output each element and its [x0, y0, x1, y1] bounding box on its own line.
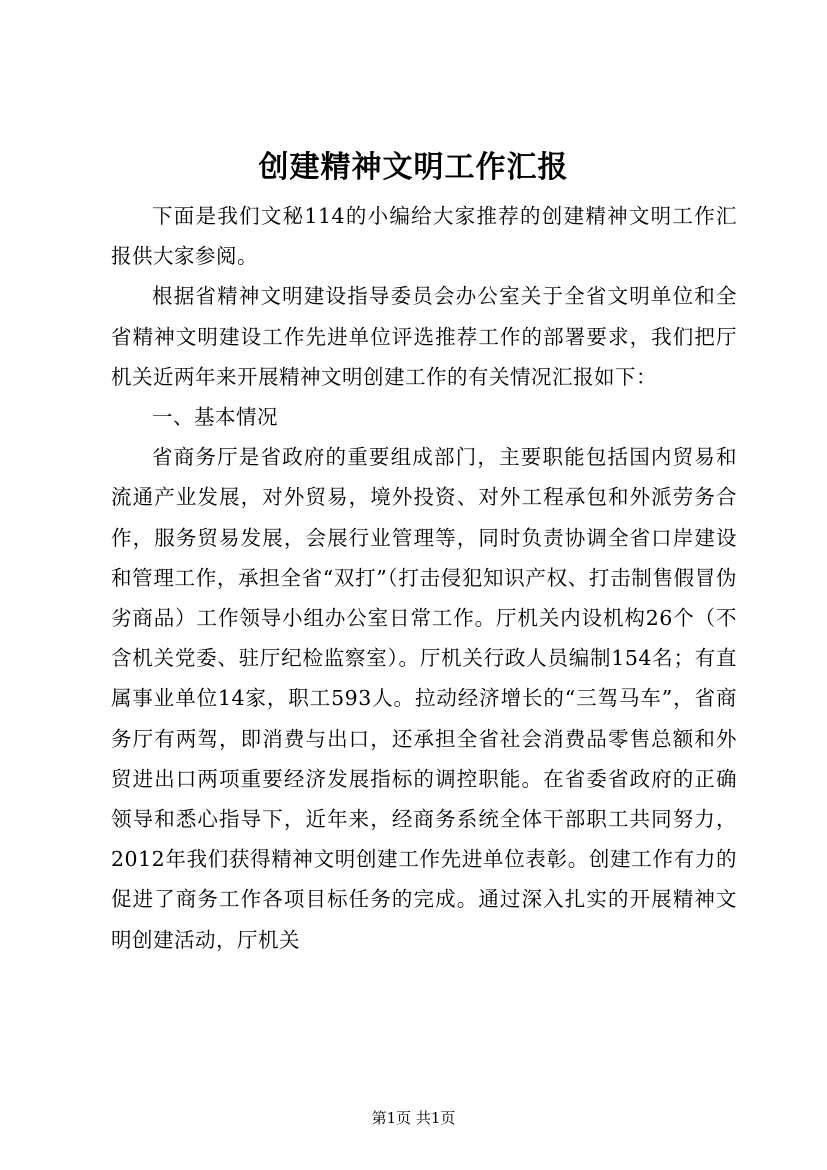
- document-body: [111, 196, 737, 960]
- paragraph-basic-situation: 省商务厅是省政府的重要组成部门，主要职能包括国内贸易和流通产业发展，对外贸易，境外投资、对外工程承包和外派劳务合作，服务贸易发展，会展行业管理等，同时负责协调全省口岸建设和管理工作，承担全省“双打”（打击侵犯知识产权、打击制售假冒伪劣商品）工作领导小组办公室日常工作。厅机关内设机构26个（不含机关党委、驻厅纪检监察室）。厅机关行政人员编制154名；有直属事业单位14家，职工593人。拉动经济增长的“三驾马车”，省商务厅有两驾，即消费与出口，还承担全省社会消费品零售总额和外贸进出口两项重要经济发展指标的调控职能。在省委省政府的正确领导和悉心指导下，近年来，经商务系统全体干部职工共同努力，2012年我们获得精神文明创建工作先进单位表彰。创建工作有力的促进了商务工作各项目标任务的完成。通过深入扎实的开展精神文明创建活动，厅机关: [111, 445, 737, 952]
- section-heading: 一、基本情况: [152, 405, 278, 430]
- page-footer: 第1页 共1页: [371, 1109, 456, 1127]
- document-title: 创建精神文明工作汇报: [258, 150, 569, 185]
- paragraph-intro: 下面是我们文秘114的小编给大家推荐的创建精神文明工作汇报供大家参阅。: [111, 204, 737, 269]
- paragraph-basis: 根据省精神文明建设指导委员会办公室关于全省文明单位和全省精神文明建设工作先进单位评选推荐工作的部署要求，我们把厅机关近两年来开展精神文明创建工作的有关情况汇报如下：: [111, 284, 737, 389]
